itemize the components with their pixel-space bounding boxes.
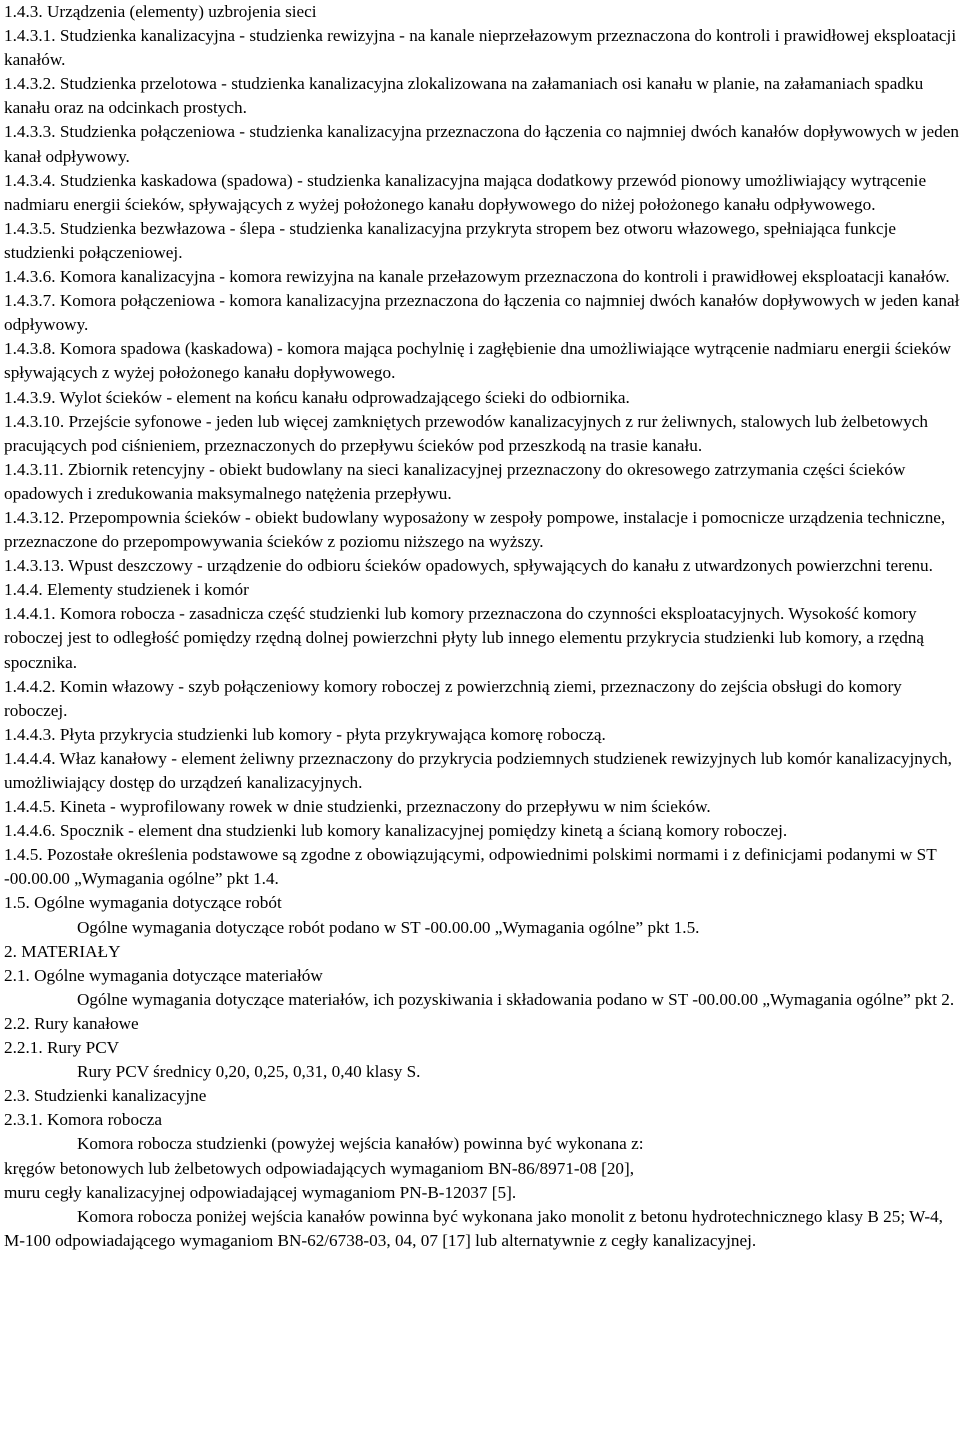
document-paragraph: 1.4.3. Urządzenia (elementy) uzbrojenia sieci	[4, 2, 317, 21]
document-paragraph: Ogólne wymagania dotyczące robót podano w ST -00.00.00 „Wymagania ogólne” pkt 1.5.	[77, 917, 700, 937]
document-paragraph: 1.4.3.13. Wpust deszczowy - urządzenie do odbioru ścieków opadowych, spływających do kanału z utwardzonych powierzchni terenu.	[4, 556, 933, 576]
document-paragraph: 1.4.3.2. Studzienka przelotowa - studzienka kanalizacyjna zlokalizowana na załamaniach osi kanału w planie, na załamaniach spadku kanału oraz na odcinkach prostych.	[4, 74, 924, 118]
document-paragraph: 1.4.3.10. Przejście syfonowe - jeden lub więcej zamkniętych przewodów kanalizacyjnych z rur żeliwnych, stalowych lub żelbetowych pracujących pod ciśnieniem, przeznaczonych do przepływu ścieków pod przeszkodą na trasie kanału.	[4, 411, 928, 455]
document-paragraph: 1.4.3.7. Komora połączeniowa - komora kanalizacyjna przeznaczona do łączenia co najmniej dwóch kanałów dopływowych w jeden kanał odpływowy.	[4, 291, 960, 335]
document-paragraph: 1.4.4.6. Spocznik - element dna studzienki lub komory kanalizacyjnej pomiędzy kinetą a ścianą komory roboczej.	[4, 821, 788, 841]
document-paragraph: Ogólne wymagania dotyczące materiałów, ich pozyskiwania i składowania podano w ST -00.00.00 „Wymagania ogólne” pkt 2.	[77, 989, 955, 1009]
document-paragraph: 1.4.4.4. Właz kanałowy - element żeliwny przeznaczony do przykrycia podziemnych studzienek rewizyjnych lub komór kanalizacyjnych, umożliwiający dostęp do urządzeń kanalizacyjnych.	[4, 748, 952, 792]
document-paragraph: 1.4.3.3. Studzienka połączeniowa - studzienka kanalizacyjna przeznaczona do łączenia co najmniej dwóch kanałów dopływowych w jeden kanał odpływowy.	[4, 122, 959, 166]
document-paragraph: 1.4.4.5. Kineta - wyprofilowany rowek w dnie studzienki, przeznaczony do przepływu w nim ścieków.	[4, 797, 711, 817]
document-paragraph: 1.4.4.2. Komin włazowy - szyb połączeniowy komory roboczej z powierzchnią ziemi, przeznaczony do zejścia obsługi do komory roboczej.	[4, 676, 902, 720]
document-paragraph: 1.4.3.5. Studzienka bezwłazowa - ślepa - studzienka kanalizacyjna przykryta stropem bez otworu włazowego, spełniająca funkcje studzienki połączeniowej.	[4, 218, 896, 262]
document-paragraph: 1.4.4.3. Płyta przykrycia studzienki lub komory - płyta przykrywająca komorę roboczą.	[4, 724, 606, 744]
document-paragraph: 1.4.3.1. Studzienka kanalizacyjna - studzienka rewizyjna - na kanale nieprzełazowym przeznaczona do kontroli i prawidłowej eksploatacji kanałów.	[4, 26, 957, 70]
document-paragraph: 1.4.5. Pozostałe określenia podstawowe są zgodne z obowiązującymi, odpowiednimi polskimi normami i z definicjami podanymi w ST -00.00.00 „Wymagania ogólne” pkt 1.4.	[4, 845, 937, 889]
document-paragraph: Rury PCV średnicy 0,20, 0,25, 0,31, 0,40 klasy S.	[77, 1062, 421, 1082]
document-paragraph: 1.4.4. Elementy studzienek i komór	[4, 580, 249, 600]
document-paragraph: 2. MATERIAŁY	[4, 941, 121, 961]
document-paragraph: 2.2. Rury kanałowe	[4, 1013, 139, 1033]
document-paragraph: 1.5. Ogólne wymagania dotyczące robót	[4, 893, 282, 913]
document-paragraph: Komora robocza poniżej wejścia kanałów powinna być wykonana jako monolit z betonu hydrotechnicznego klasy B 25; W-4, M-100 odpowiadającego wymaganiom BN-62/6738-03, 04, 07 [17] lub alternatywnie z cegły kanalizacyjnej.	[4, 1206, 943, 1250]
document-paragraph: 1.4.3.8. Komora spadowa (kaskadowa) - komora mająca pochylnię i zagłębienie dna umożliwiające wytrącenie nadmiaru energii ścieków spływających z wyżej położonego kanału dopływowego.	[4, 339, 952, 383]
document-paragraph: 1.4.3.6. Komora kanalizacyjna - komora rewizyjna na kanale przełazowym przeznaczona do kontroli i prawidłowej eksploatacji kanałów.	[4, 267, 950, 287]
document-paragraph: 2.3. Studzienki kanalizacyjne	[4, 1086, 207, 1106]
document-paragraph: 1.4.3.9. Wylot ścieków - element na końcu kanału odprowadzającego ścieki do odbiornika.	[4, 387, 630, 407]
document-paragraph: 2.2.1. Rury PCV	[4, 1038, 120, 1058]
document-paragraph: 2.1. Ogólne wymagania dotyczące materiałów	[4, 965, 323, 985]
document-paragraph: 1.4.3.12. Przepompownia ścieków - obiekt budowlany wyposażony w zespoły pompowe, instalacje i pomocnicze urządzenia techniczne, przeznaczone do przepompowywania ścieków z poziomu niższego na wyższy.	[4, 507, 946, 552]
document-paragraph: 1.4.3.4. Studzienka kaskadowa (spadowa) - studzienka kanalizacyjna mająca dodatkowy przewód pionowy umożliwiający wytrącenie nadmiaru energii ścieków, spływających z wyżej położonego kanału dopływowego do niżej położonego kanału odpływowego.	[4, 170, 927, 214]
document-paragraph: 1.4.4.1. Komora robocza - zasadnicza część studzienki lub komory przeznaczona do czynności eksploatacyjnych. Wysokość komory roboczej jest to odległość pomiędzy rzędną dolnej powierzchni płyty lub innego elementu przykrycia studzienki lub komory, a rzędną spocznika.	[4, 604, 925, 672]
document-paragraph: kręgów betonowych lub żelbetowych odpowiadających wymaganiom BN-86/8971-08 [20],	[4, 1158, 635, 1178]
document-paragraph: muru cegły kanalizacyjnej odpowiadającej wymaganiom PN-B-12037 [5].	[4, 1182, 517, 1202]
document-paragraph: 1.4.3.11. Zbiornik retencyjny - obiekt budowlany na sieci kanalizacyjnej przeznaczony do okresowego zatrzymania części ścieków opadowych i zredukowania maksymalnego natężenia przepływu.	[4, 459, 906, 503]
document-paragraph: 2.3.1. Komora robocza	[4, 1110, 162, 1130]
document-paragraph: Komora robocza studzienki (powyżej wejścia kanałów) powinna być wykonana z:	[77, 1134, 644, 1154]
